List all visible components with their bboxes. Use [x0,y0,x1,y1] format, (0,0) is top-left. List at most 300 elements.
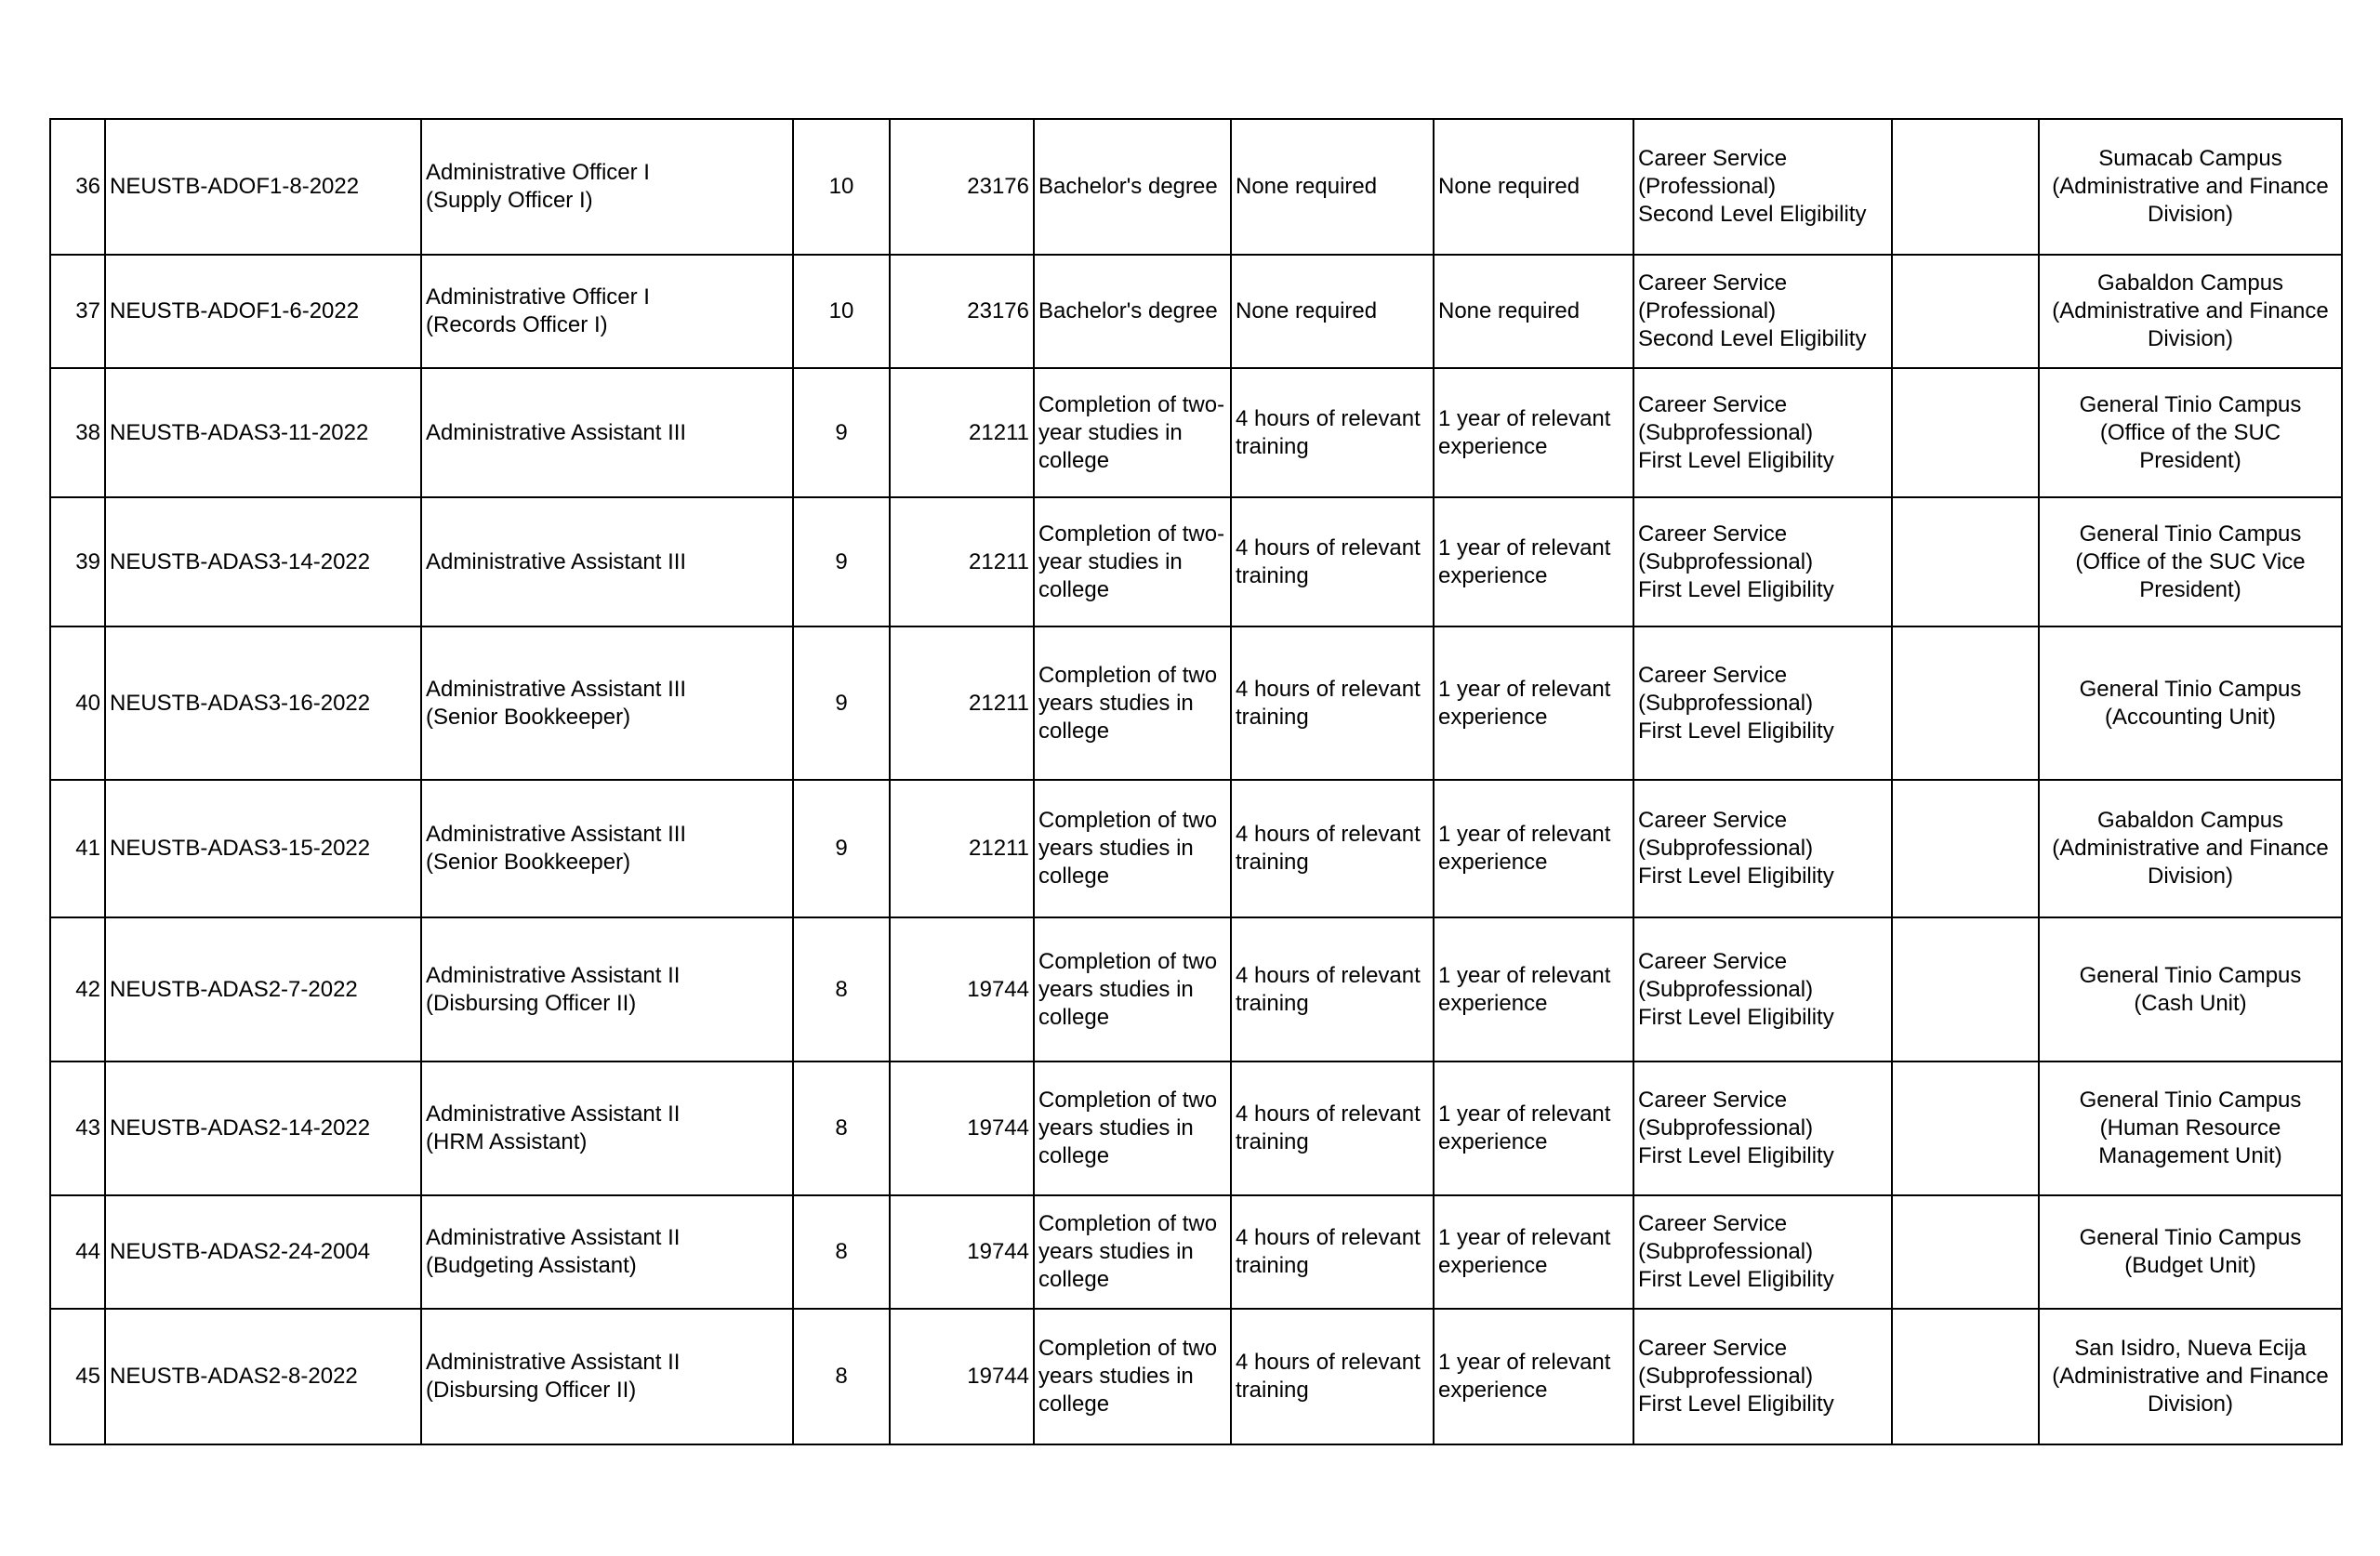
eligibility-requirement-cell [1633,119,1892,255]
salary-grade-cell [793,626,890,780]
place-of-assignment-cell [2039,1309,2342,1444]
row-number-text: 44 [75,1239,100,1264]
place-of-assignment-cell [2039,368,2342,497]
position-title-line: Administrative Assistant II [426,1350,681,1375]
monthly-salary-cell [890,255,1034,368]
row-number-text: 37 [75,298,100,323]
table-row [50,119,2342,255]
eligibility-requirement-line: Career Service [1638,146,1788,171]
monthly-salary-text: 21211 [969,548,1029,574]
eligibility-requirement-cell [1633,780,1892,917]
training-requirement-line: training [1236,704,1309,730]
competency-cell [1892,1062,2039,1195]
eligibility-requirement-cell [1633,497,1892,626]
salary-grade-text: 10 [828,174,854,199]
education-requirement-line: years studies in [1038,690,1194,716]
experience-requirement-line: 1 year of relevant [1438,1225,1611,1250]
place-of-assignment-cell [2039,1062,2342,1195]
item-number-cell [105,497,421,626]
monthly-salary-text: 21211 [969,419,1029,445]
eligibility-requirement-cell [1633,1062,1892,1195]
monthly-salary-cell [890,368,1034,497]
position-title-cell [421,626,793,780]
education-requirement-line: Completion of two [1038,808,1218,833]
competency-cell [1892,1309,2039,1444]
eligibility-requirement-line: Career Service [1638,948,1788,974]
education-requirement-cell [1034,1062,1231,1195]
training-requirement-cell [1231,255,1434,368]
training-requirement-line: 4 hours of relevant [1236,962,1421,988]
monthly-salary-text: 21211 [969,690,1029,716]
eligibility-requirement-line: (Subprofessional) [1638,976,1814,1002]
row-number-text: 36 [75,174,100,199]
item-number-cell [105,255,421,368]
eligibility-requirement-line: First Level Eligibility [1638,576,1834,602]
education-requirement-cell [1034,1195,1231,1309]
table-row [50,780,2342,917]
position-title-line: (Senior Bookkeeper) [426,850,631,875]
position-title-cell [421,1309,793,1444]
eligibility-requirement-cell [1633,1195,1892,1309]
item-number-text: NEUSTB-ADOF1-6-2022 [110,298,360,323]
education-requirement-line: Completion of two- [1038,391,1225,417]
monthly-salary-cell [890,119,1034,255]
education-requirement-line: Bachelor's degree [1038,298,1218,323]
item-number-cell [105,1062,421,1195]
place-of-assignment-line: San Isidro, Nueva Ecija [2074,1336,2307,1361]
training-requirement-line: 4 hours of relevant [1236,822,1421,847]
eligibility-requirement-line: First Level Eligibility [1638,718,1834,744]
competency-cell [1892,626,2039,780]
training-requirement-cell [1231,1309,1434,1444]
eligibility-requirement-cell [1633,1309,1892,1444]
salary-grade-text: 9 [835,836,848,861]
education-requirement-cell [1034,1309,1231,1444]
experience-requirement-line: experience [1438,562,1548,588]
experience-requirement-line: experience [1438,433,1548,459]
place-of-assignment-line: Gabaldon Campus [2096,808,2284,833]
item-number-cell [105,626,421,780]
training-requirement-cell [1231,1195,1434,1309]
training-requirement-line: 4 hours of relevant [1236,1101,1421,1127]
item-number-text: NEUSTB-ADAS3-15-2022 [110,836,371,861]
education-requirement-cell [1034,780,1231,917]
education-requirement-cell [1034,255,1231,368]
table-row [50,497,2342,626]
salary-grade-text: 9 [835,419,848,445]
row-number-text: 42 [75,976,100,1002]
position-title-line: (Disbursing Officer II) [426,1378,637,1403]
row-number-cell [50,119,105,255]
place-of-assignment-cell [2039,119,2342,255]
position-title-cell [421,119,793,255]
competency-cell [1892,780,2039,917]
education-requirement-line: years studies in [1038,836,1194,861]
salary-grade-text: 8 [835,976,848,1002]
eligibility-requirement-line: (Subprofessional) [1638,836,1814,861]
salary-grade-cell [793,917,890,1062]
item-number-text: NEUSTB-ADAS3-16-2022 [110,690,371,716]
salary-grade-text: 9 [835,690,848,716]
training-requirement-line: 4 hours of relevant [1236,676,1421,702]
salary-grade-cell [793,497,890,626]
monthly-salary-text: 23176 [967,298,1029,323]
education-requirement-line: Completion of two [1038,948,1218,974]
position-title-cell [421,1195,793,1309]
training-requirement-cell [1231,1062,1434,1195]
place-of-assignment-line: President) [2139,576,2241,602]
place-of-assignment-line: Division) [2147,202,2233,227]
monthly-salary-cell [890,917,1034,1062]
experience-requirement-line: 1 year of relevant [1438,676,1611,702]
monthly-salary-cell [890,780,1034,917]
place-of-assignment-line: (Cash Unit) [2134,990,2247,1016]
monthly-salary-text: 19744 [967,1115,1029,1141]
item-number-text: NEUSTB-ADAS3-11-2022 [110,419,369,445]
item-number-text: NEUSTB-ADAS2-24-2004 [110,1239,371,1264]
position-title-cell [421,917,793,1062]
competency-cell [1892,368,2039,497]
eligibility-requirement-line: Second Level Eligibility [1638,326,1867,351]
eligibility-requirement-line: Career Service [1638,1336,1788,1361]
salary-grade-cell [793,368,890,497]
education-requirement-line: Completion of two [1038,1211,1218,1236]
eligibility-requirement-line: First Level Eligibility [1638,1143,1834,1168]
eligibility-requirement-cell [1633,626,1892,780]
experience-requirement-line: experience [1438,990,1548,1016]
training-requirement-cell [1231,119,1434,255]
position-title-cell [421,1062,793,1195]
education-requirement-cell [1034,368,1231,497]
item-number-text: NEUSTB-ADAS2-7-2022 [110,976,358,1002]
monthly-salary-text: 19744 [967,976,1029,1002]
education-requirement-line: college [1038,1004,1110,1030]
row-number-text: 43 [75,1115,100,1141]
experience-requirement-cell [1434,368,1633,497]
education-requirement-line: college [1038,1267,1110,1292]
place-of-assignment-line: General Tinio Campus [2079,1088,2302,1113]
row-number-cell [50,780,105,917]
salary-grade-cell [793,780,890,917]
monthly-salary-text: 23176 [967,174,1029,199]
position-title-line: Administrative Assistant III [426,548,687,574]
experience-requirement-cell [1434,626,1633,780]
position-title-line: Administrative Assistant III [426,822,687,847]
education-requirement-line: year studies in [1038,419,1183,445]
place-of-assignment-line: (Budget Unit) [2124,1253,2256,1278]
position-title-cell [421,255,793,368]
position-title-line: Administrative Assistant III [426,419,687,445]
experience-requirement-line: experience [1438,1378,1548,1403]
place-of-assignment-line: (Administrative and Finance [2052,298,2329,323]
monthly-salary-cell [890,1309,1034,1444]
salary-grade-cell [793,1195,890,1309]
position-title-line: (Supply Officer I) [426,188,593,213]
position-title-line: Administrative Assistant II [426,962,681,988]
experience-requirement-line: 1 year of relevant [1438,534,1611,560]
eligibility-requirement-line: (Professional) [1638,174,1777,199]
place-of-assignment-line: General Tinio Campus [2079,521,2302,547]
salary-grade-text: 10 [828,298,854,323]
table-row [50,368,2342,497]
table-row [50,917,2342,1062]
experience-requirement-line: experience [1438,1253,1548,1278]
item-number-cell [105,917,421,1062]
place-of-assignment-line: Division) [2147,326,2233,351]
place-of-assignment-line: (Administrative and Finance [2052,1364,2329,1389]
experience-requirement-cell [1434,1062,1633,1195]
item-number-text: NEUSTB-ADAS2-14-2022 [110,1115,371,1141]
salary-grade-text: 8 [835,1115,848,1141]
experience-requirement-line: None required [1438,298,1580,323]
education-requirement-line: college [1038,1143,1110,1168]
monthly-salary-cell [890,1195,1034,1309]
training-requirement-cell [1231,780,1434,917]
position-title-line: (Disbursing Officer II) [426,990,637,1016]
place-of-assignment-cell [2039,626,2342,780]
item-number-cell [105,780,421,917]
eligibility-requirement-cell [1633,368,1892,497]
education-requirement-cell [1034,917,1231,1062]
competency-cell [1892,917,2039,1062]
salary-grade-cell [793,119,890,255]
eligibility-requirement-line: Career Service [1638,662,1788,688]
place-of-assignment-line: General Tinio Campus [2079,391,2302,417]
item-number-cell [105,368,421,497]
eligibility-requirement-line: Career Service [1638,808,1788,833]
education-requirement-line: years studies in [1038,1115,1194,1141]
row-number-text: 39 [75,548,100,574]
salary-grade-text: 9 [835,548,848,574]
place-of-assignment-line: Gabaldon Campus [2096,270,2284,296]
salary-grade-cell [793,255,890,368]
table-row [50,1195,2342,1309]
item-number-cell [105,1195,421,1309]
education-requirement-line: college [1038,576,1110,602]
place-of-assignment-cell [2039,1195,2342,1309]
table-row [50,1062,2342,1195]
education-requirement-line: Bachelor's degree [1038,174,1218,199]
eligibility-requirement-line: Career Service [1638,270,1788,296]
eligibility-requirement-line: First Level Eligibility [1638,447,1834,473]
competency-cell [1892,1195,2039,1309]
eligibility-requirement-line: Career Service [1638,1088,1788,1113]
place-of-assignment-cell [2039,255,2342,368]
training-requirement-line: 4 hours of relevant [1236,1350,1421,1375]
row-number-cell [50,497,105,626]
vacancy-table-body [50,119,2342,1444]
experience-requirement-line: 1 year of relevant [1438,1350,1611,1375]
place-of-assignment-line: General Tinio Campus [2079,676,2302,702]
eligibility-requirement-line: Career Service [1638,521,1788,547]
position-title-line: (Records Officer I) [426,312,608,337]
eligibility-requirement-line: (Subprofessional) [1638,1239,1814,1264]
eligibility-requirement-line: First Level Eligibility [1638,1004,1834,1030]
experience-requirement-cell [1434,1309,1633,1444]
competency-cell [1892,497,2039,626]
position-title-cell [421,497,793,626]
salary-grade-text: 8 [835,1239,848,1264]
eligibility-requirement-line: (Subprofessional) [1638,690,1814,716]
eligibility-requirement-cell [1633,917,1892,1062]
place-of-assignment-line: (Office of the SUC Vice [2075,548,2306,574]
education-requirement-cell [1034,626,1231,780]
experience-requirement-cell [1434,780,1633,917]
position-title-line: Administrative Assistant II [426,1225,681,1250]
position-title-line: (HRM Assistant) [426,1129,588,1154]
training-requirement-line: 4 hours of relevant [1236,534,1421,560]
place-of-assignment-line: (Administrative and Finance [2052,836,2329,861]
row-number-cell [50,917,105,1062]
training-requirement-line: None required [1236,174,1378,199]
position-title-cell [421,368,793,497]
salary-grade-text: 8 [835,1364,848,1389]
eligibility-requirement-line: (Subprofessional) [1638,419,1814,445]
training-requirement-cell [1231,368,1434,497]
row-number-cell [50,1309,105,1444]
eligibility-requirement-cell [1633,255,1892,368]
eligibility-requirement-line: First Level Eligibility [1638,1267,1834,1292]
training-requirement-cell [1231,497,1434,626]
experience-requirement-cell [1434,1195,1633,1309]
competency-cell [1892,119,2039,255]
row-number-cell [50,1062,105,1195]
education-requirement-line: Completion of two [1038,662,1218,688]
experience-requirement-cell [1434,497,1633,626]
salary-grade-cell [793,1062,890,1195]
eligibility-requirement-line: (Professional) [1638,298,1777,323]
training-requirement-line: None required [1236,298,1378,323]
row-number-cell [50,368,105,497]
education-requirement-cell [1034,497,1231,626]
monthly-salary-text: 19744 [967,1239,1029,1264]
position-title-line: (Budgeting Assistant) [426,1253,637,1278]
place-of-assignment-line: Management Unit) [2098,1143,2282,1168]
education-requirement-cell [1034,119,1231,255]
place-of-assignment-line: (Office of the SUC [2099,419,2281,445]
item-number-text: NEUSTB-ADAS3-14-2022 [110,548,371,574]
eligibility-requirement-line: First Level Eligibility [1638,864,1834,889]
row-number-text: 38 [75,419,100,445]
monthly-salary-cell [890,1062,1034,1195]
place-of-assignment-line: General Tinio Campus [2079,962,2302,988]
eligibility-requirement-line: Career Service [1638,1211,1788,1236]
training-requirement-line: training [1236,562,1309,588]
item-number-text: NEUSTB-ADOF1-8-2022 [110,174,360,199]
experience-requirement-line: 1 year of relevant [1438,962,1611,988]
training-requirement-line: training [1236,850,1309,875]
position-title-line: Administrative Assistant II [426,1101,681,1127]
position-title-line: Administrative Assistant III [426,676,687,702]
eligibility-requirement-line: Second Level Eligibility [1638,202,1867,227]
place-of-assignment-line: Sumacab Campus [2098,146,2282,171]
training-requirement-line: 4 hours of relevant [1236,405,1421,431]
monthly-salary-text: 19744 [967,1364,1029,1389]
education-requirement-line: Completion of two [1038,1088,1218,1113]
eligibility-requirement-line: First Level Eligibility [1638,1391,1834,1417]
table-row [50,255,2342,368]
row-number-cell [50,626,105,780]
training-requirement-line: training [1236,990,1309,1016]
education-requirement-line: college [1038,718,1110,744]
training-requirement-cell [1231,917,1434,1062]
experience-requirement-cell [1434,119,1633,255]
place-of-assignment-line: Division) [2147,864,2233,889]
experience-requirement-line: experience [1438,850,1548,875]
education-requirement-line: year studies in [1038,548,1183,574]
place-of-assignment-line: (Human Resource [2099,1115,2281,1141]
education-requirement-line: years studies in [1038,976,1194,1002]
place-of-assignment-cell [2039,780,2342,917]
training-requirement-line: training [1236,1253,1309,1278]
table-row [50,626,2342,780]
row-number-text: 41 [75,836,100,861]
training-requirement-line: training [1236,1378,1309,1403]
item-number-text: NEUSTB-ADAS2-8-2022 [110,1364,358,1389]
place-of-assignment-line: (Administrative and Finance [2052,174,2329,199]
row-number-text: 45 [75,1364,100,1389]
item-number-cell [105,119,421,255]
experience-requirement-line: experience [1438,1129,1548,1154]
experience-requirement-line: 1 year of relevant [1438,1101,1611,1127]
place-of-assignment-cell [2039,497,2342,626]
education-requirement-line: college [1038,447,1110,473]
education-requirement-line: college [1038,864,1110,889]
eligibility-requirement-line: (Subprofessional) [1638,1115,1814,1141]
education-requirement-line: Completion of two- [1038,521,1225,547]
vacancy-table-sheet [49,118,2341,1445]
salary-grade-cell [793,1309,890,1444]
place-of-assignment-line: President) [2139,447,2241,473]
experience-requirement-line: 1 year of relevant [1438,822,1611,847]
eligibility-requirement-line: Career Service [1638,391,1788,417]
vacancy-table [49,118,2343,1445]
education-requirement-line: college [1038,1391,1110,1417]
experience-requirement-line: None required [1438,174,1580,199]
row-number-text: 40 [75,690,100,716]
competency-cell [1892,255,2039,368]
experience-requirement-cell [1434,917,1633,1062]
monthly-salary-cell [890,497,1034,626]
education-requirement-line: Completion of two [1038,1336,1218,1361]
eligibility-requirement-line: (Subprofessional) [1638,548,1814,574]
place-of-assignment-line: General Tinio Campus [2079,1225,2302,1250]
position-title-line: Administrative Officer I [426,284,650,310]
experience-requirement-line: experience [1438,704,1548,730]
item-number-cell [105,1309,421,1444]
experience-requirement-line: 1 year of relevant [1438,405,1611,431]
monthly-salary-cell [890,626,1034,780]
row-number-cell [50,255,105,368]
row-number-cell [50,1195,105,1309]
education-requirement-line: years studies in [1038,1364,1194,1389]
monthly-salary-text: 21211 [969,836,1029,861]
position-title-line: (Senior Bookkeeper) [426,704,631,730]
place-of-assignment-line: Division) [2147,1391,2233,1417]
place-of-assignment-cell [2039,917,2342,1062]
training-requirement-line: 4 hours of relevant [1236,1225,1421,1250]
position-title-line: Administrative Officer I [426,160,650,185]
training-requirement-cell [1231,626,1434,780]
place-of-assignment-line: (Accounting Unit) [2104,704,2277,730]
eligibility-requirement-line: (Subprofessional) [1638,1364,1814,1389]
experience-requirement-cell [1434,255,1633,368]
education-requirement-line: years studies in [1038,1239,1194,1264]
position-title-cell [421,780,793,917]
training-requirement-line: training [1236,433,1309,459]
table-row [50,1309,2342,1444]
training-requirement-line: training [1236,1129,1309,1154]
